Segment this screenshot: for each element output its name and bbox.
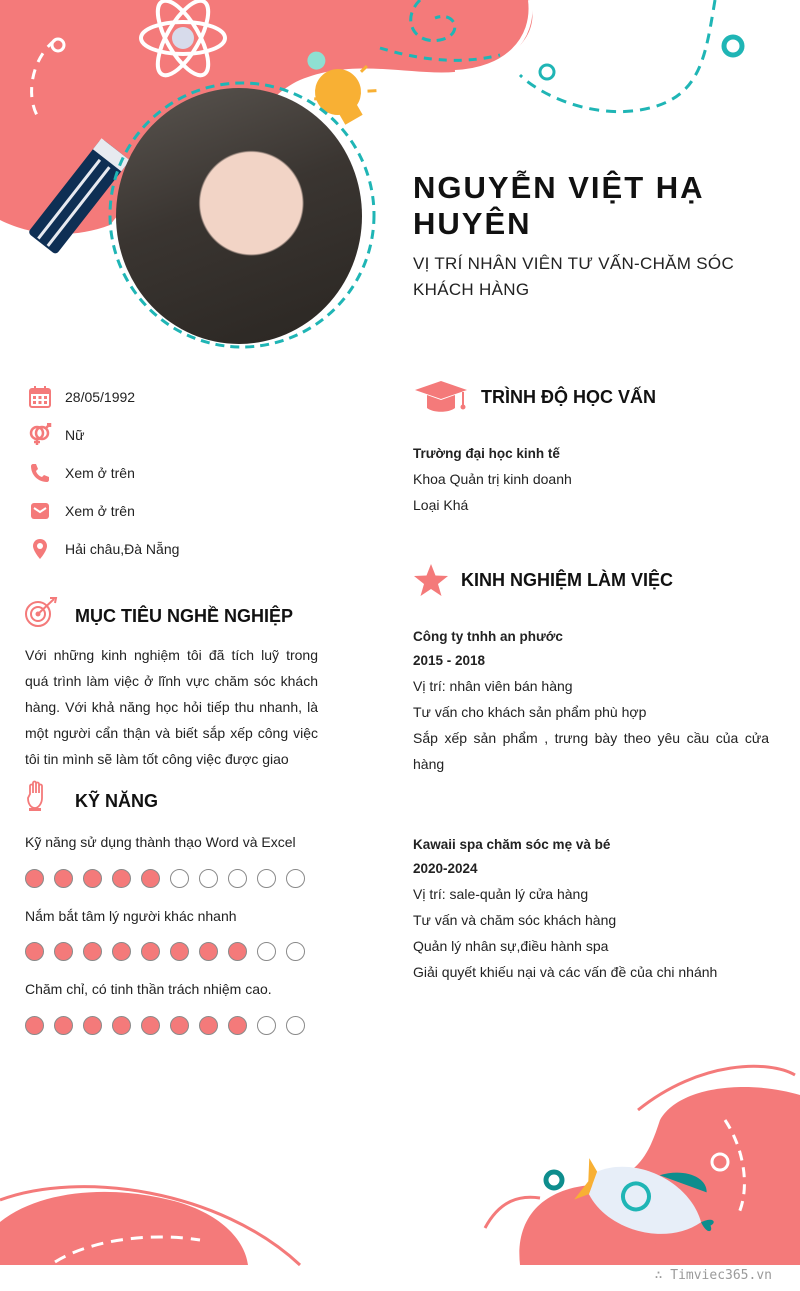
experience-title: KINH NGHIỆM LÀM VIỆC (461, 570, 674, 590)
rating-dot-empty (228, 869, 247, 888)
rating-dot-filled (141, 1016, 160, 1035)
rating-dot-filled (170, 942, 189, 961)
rating-dot-empty (286, 942, 305, 961)
contact-email (28, 498, 135, 524)
gender-value: Nữ (65, 427, 85, 443)
skills-title: KỸ NĂNG (75, 791, 159, 811)
rating-dot-empty (199, 869, 218, 888)
rating-dot-filled (54, 869, 73, 888)
candidate-name: NGUYỄN VIỆT HẠ HUYÊN (413, 170, 705, 241)
job-duty: Giải quyết khiếu nại và các vấn đề của chi nhánh (413, 964, 718, 980)
profile-photo (116, 88, 362, 344)
candidate-position: VỊ TRÍ NHÂN VIÊN TƯ VẤN-CHĂM SÓC KHÁCH HÀNG (413, 254, 735, 299)
objective-title: MỤC TIÊU NGHỀ NGHIỆP (75, 606, 294, 626)
skill-rating (25, 1016, 315, 1035)
education-title: TRÌNH ĐỘ HỌC VẤN (481, 387, 656, 407)
location-icon (28, 537, 52, 561)
skill-rating (25, 942, 315, 961)
skill-label: Chăm chỉ, có tinh thần trách nhiệm cao. (25, 981, 272, 997)
rating-dot-filled (54, 942, 73, 961)
rating-dot-filled (228, 942, 247, 961)
gender-icon (28, 423, 52, 447)
rating-dot-filled (199, 942, 218, 961)
email-value: Xem ở trên (65, 503, 135, 519)
job-period: 2020-2024 (413, 861, 478, 876)
rating-dot-filled (199, 1016, 218, 1035)
rating-dot-filled (25, 1016, 44, 1035)
rating-dot-empty (257, 942, 276, 961)
job-duty: Sắp xếp sản phẩm , trưng bày theo yêu cầu của cửa hàng (413, 730, 769, 772)
rating-dot-empty (286, 1016, 305, 1035)
rating-dot-filled (112, 869, 131, 888)
contact-phone (28, 460, 135, 486)
address-value: Hải châu,Đà Nẵng (65, 541, 180, 557)
job-duty: Tư vấn cho khách sản phẩm phù hợp (413, 704, 647, 720)
job-company: Công ty tnhh an phước (413, 629, 563, 644)
rating-dot-filled (112, 1016, 131, 1035)
watermark: ∴ Timviec365.vn (654, 1268, 772, 1283)
education-faculty: Khoa Quản trị kinh doanh (413, 471, 572, 487)
rating-dot-empty (257, 869, 276, 888)
skill-label: Kỹ năng sử dụng thành thạo Word và Excel (25, 834, 296, 850)
job-role: Vị trí: sale-quản lý cửa hàng (413, 886, 589, 902)
contact-gender (28, 422, 84, 448)
skill-label: Nắm bắt tâm lý người khác nhanh (25, 908, 237, 924)
job-duty: Tư vấn và chăm sóc khách hàng (413, 912, 617, 928)
rating-dot-empty (286, 869, 305, 888)
rating-dot-filled (141, 942, 160, 961)
rating-dot-filled (112, 942, 131, 961)
mail-icon (28, 499, 52, 523)
contact-birthday (28, 384, 135, 410)
rating-dot-filled (25, 869, 44, 888)
rating-dot-filled (83, 1016, 102, 1035)
rating-dot-filled (25, 942, 44, 961)
target-icon (24, 596, 58, 628)
rating-dot-empty (170, 869, 189, 888)
skill-rating (25, 869, 315, 888)
rating-dot-empty (257, 1016, 276, 1035)
hand-icon (26, 780, 48, 812)
job-company: Kawaii spa chăm sóc mẹ và bé (413, 837, 611, 852)
phone-icon (28, 461, 52, 485)
calendar-icon (28, 385, 52, 409)
star-icon (413, 563, 449, 597)
education-school: Trường đại học kinh tế (413, 446, 560, 461)
rating-dot-filled (141, 869, 160, 888)
job-period: 2015 - 2018 (413, 653, 486, 668)
birthday-value: 28/05/1992 (65, 389, 136, 405)
objective-text: Với những kinh nghiệm tôi đã tích luỹ trong quá trình làm việc ở lĩnh vực chăm sóc khách hàng. Với khả năng học hỏi tiếp thu nhanh, là một người cẩn thận và biết sắp xếp công việc tôi tin mình sẽ làm tốt công việc được giao (25, 647, 318, 767)
bottom-left-blob (0, 1192, 248, 1265)
job-duty: Quản lý nhân sự,điều hành spa (413, 938, 609, 954)
phone-value: Xem ở trên (65, 465, 135, 481)
rating-dot-filled (83, 869, 102, 888)
education-grade: Loại Khá (413, 497, 469, 513)
job-role: Vị trí: nhân viên bán hàng (413, 678, 573, 694)
rating-dot-filled (228, 1016, 247, 1035)
rating-dot-filled (83, 942, 102, 961)
rating-dot-filled (54, 1016, 73, 1035)
rating-dot-filled (170, 1016, 189, 1035)
contact-address (28, 536, 179, 562)
graduation-cap-icon (413, 380, 469, 414)
